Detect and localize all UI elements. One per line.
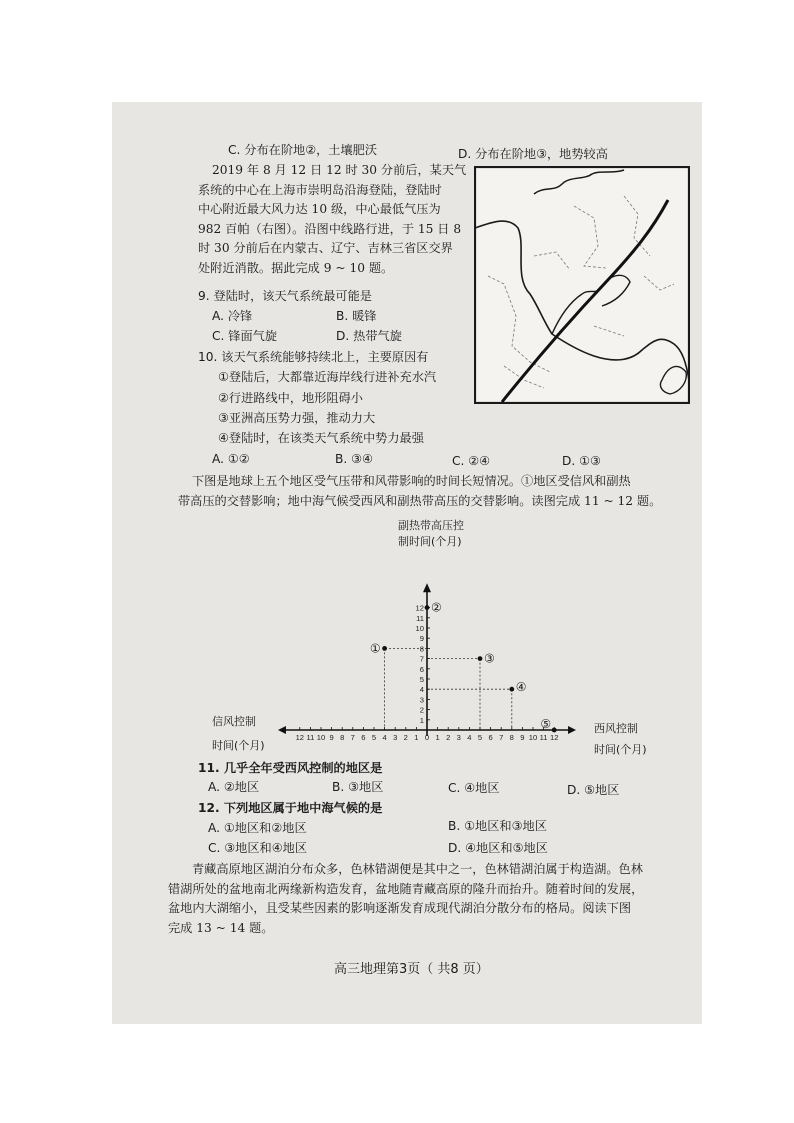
x-tick-label: 10: [316, 733, 326, 742]
intro-line: 错湖所处的盆地南北两缘新构造发育，盆地随青藏高原的隆升而抬升。随着时间的发展，: [168, 881, 644, 896]
data-point: [478, 656, 483, 661]
intro-line: 2019 年 8 月 12 日 12 时 30 分前后，某天气: [212, 163, 467, 177]
y-tick-label: 3: [419, 695, 424, 705]
intro-line: 时 30 分前后在内蒙古、辽宁、吉林三省区交界: [198, 241, 453, 255]
data-point-label: ①: [369, 641, 381, 656]
origin-label: 0: [424, 733, 430, 742]
right-axis-title-line2: 时间(个月): [594, 743, 647, 756]
lake-intro: [168, 860, 643, 938]
x-tick-label: 7: [499, 733, 504, 742]
y-tick-label: 4: [419, 685, 424, 695]
belts-intro: [178, 472, 661, 511]
q9-stem: 9. 登陆时，该天气系统最可能是: [198, 289, 372, 303]
q10-item-2: ②行进路线中，地形阻碍小: [218, 391, 363, 405]
intro-line: 系统的中心在上海市崇明岛沿海登陆，登陆时: [198, 182, 442, 197]
x-axis-left-arrow: [278, 726, 286, 734]
x-tick-label: 11: [306, 733, 315, 742]
q11-option-a[interactable]: A. ②地区: [208, 780, 260, 794]
q10-item-3: ③亚洲高压势力强，推动力大: [218, 411, 376, 425]
x-tick-label: 5: [477, 733, 483, 742]
intro-line: 下图是地球上五个地区受气压带和风带影响的时间长短情况。①地区受信风和副热: [192, 474, 631, 488]
x-tick-label: 3: [456, 733, 461, 742]
prev-option-d: D. 分布在阶地③，地势较高: [458, 147, 608, 161]
y-tick-label: 10: [415, 624, 424, 633]
y-axis-title-line1: 副热带高压控: [398, 519, 464, 532]
x-tick-label: 2: [446, 733, 451, 742]
y-tick-label: 2: [419, 705, 424, 715]
y-tick-label: 5: [419, 675, 424, 684]
data-point-label: ②: [431, 600, 442, 615]
x-tick-label: 8: [509, 733, 514, 742]
map-frame: [475, 167, 689, 403]
intro-line: 盆地内大湖缩小，且受某些因素的影响逐渐发育成现代湖泊分散分布的格局。阅读下图: [168, 901, 632, 915]
q12-option-b[interactable]: B. ①地区和③地区: [448, 819, 547, 833]
x-tick-label: 6: [488, 733, 493, 742]
data-point: [425, 605, 430, 610]
q11-option-c[interactable]: C. ④地区: [448, 781, 500, 795]
q11-stem: 11. 几乎全年受西风控制的地区是: [198, 761, 383, 775]
y-axis-title-line2: 制时间(个月): [398, 535, 462, 548]
x-tick-label: 8: [340, 733, 345, 742]
q11-option-b[interactable]: B. ③地区: [332, 780, 384, 794]
y-tick-label: 7: [419, 654, 424, 664]
y-tick-label: 1: [419, 715, 424, 725]
x-tick-label: 10: [528, 733, 538, 742]
q10-option-d[interactable]: D. ①③: [562, 454, 601, 468]
x-tick-label: 9: [520, 733, 525, 742]
chart-points: [370, 601, 557, 733]
intro-line: 982 百帕（右图）。沿图中线路行进，于 15 日 8: [198, 221, 462, 236]
data-point: [509, 687, 514, 692]
y-tick-label: 11: [416, 613, 424, 623]
q10-option-b[interactable]: B. ③④: [335, 452, 373, 466]
q12-option-d[interactable]: D. ④地区和⑤地区: [448, 841, 548, 855]
y-tick-label: 9: [419, 634, 424, 644]
q10-option-a[interactable]: A. ①②: [212, 452, 250, 466]
q10-option-c[interactable]: C. ②④: [452, 454, 491, 468]
intro-line: 中心附近最大风力达 10 级，中心最低气压为: [198, 202, 441, 216]
y-axis-arrow: [423, 583, 431, 592]
intro-line: 带高压的交替影响；地中海气候受西风和副热带高压的交替影响。读图完成 11 ~ 12 题。: [178, 493, 662, 508]
x-tick-label: 6: [361, 733, 366, 742]
x-tick-label: 7: [350, 733, 355, 742]
left-axis-title-line1: 信风控制: [212, 715, 256, 728]
y-tick-label: 6: [419, 664, 424, 674]
q10-item-1: ①登陆后，大都靠近海岸线行进补充水汽: [218, 370, 437, 384]
x-axis-right-arrow: [568, 726, 576, 734]
intro-line: 处附近消散。据此完成 9 ~ 10 题。: [198, 260, 394, 275]
x-tick-label: 1: [435, 733, 440, 742]
q9-option-b[interactable]: B. 暖锋: [336, 309, 377, 323]
y-tick-label: 12: [415, 603, 424, 613]
pressure-belt-chart: [198, 513, 688, 763]
q12-option-c[interactable]: C. ③地区和④地区: [208, 841, 308, 855]
data-point-label: ⑤: [540, 717, 552, 731]
x-tick-label: 11: [539, 733, 548, 742]
data-point-label: ④: [515, 680, 527, 695]
q9-option-a[interactable]: A. 冷锋: [212, 309, 253, 323]
x-tick-label: 4: [467, 733, 472, 742]
x-tick-label: 1: [414, 733, 419, 742]
x-tick-label: 9: [329, 733, 334, 742]
typhoon-intro: [198, 161, 466, 278]
typhoon-track-map: [474, 166, 690, 404]
intro-line: 完成 13 ~ 14 题。: [168, 920, 274, 935]
y-tick-label: 8: [419, 644, 424, 654]
x-tick-label: 2: [403, 733, 408, 742]
data-point-label: ③: [484, 651, 495, 666]
x-tick-label: 4: [382, 733, 387, 742]
intro-line: 青藏高原地区湖泊分布众多，色林错湖便是其中之一，色林错湖泊属于构造湖。色林: [192, 862, 643, 876]
page-footer: 高三地理第3页（ 共8 页）: [334, 962, 489, 977]
x-tick-label: 5: [371, 733, 377, 742]
q11-option-d[interactable]: D. ⑤地区: [567, 783, 620, 797]
x-tick-label: 12: [295, 733, 305, 742]
left-axis-title-line2: 时间(个月): [212, 739, 265, 752]
right-axis-title-line1: 西风控制: [594, 722, 638, 735]
q12-stem: 12. 下列地区属于地中海气候的是: [198, 801, 383, 815]
x-tick-label: 12: [549, 733, 559, 742]
data-point: [552, 728, 557, 733]
data-point: [382, 646, 387, 651]
q10-item-4: ④登陆时，在该类天气系统中势力最强: [218, 431, 424, 445]
x-tick-label: 3: [393, 733, 398, 742]
q9-option-d[interactable]: D. 热带气旋: [336, 329, 402, 343]
q9-option-c[interactable]: C. 锋面气旋: [212, 329, 278, 343]
prev-option-c: C. 分布在阶地②，土壤肥沃: [228, 143, 378, 157]
q10-stem: 10. 该天气系统能够持续北上，主要原因有: [198, 350, 429, 364]
q12-option-a[interactable]: A. ①地区和②地区: [208, 821, 307, 835]
